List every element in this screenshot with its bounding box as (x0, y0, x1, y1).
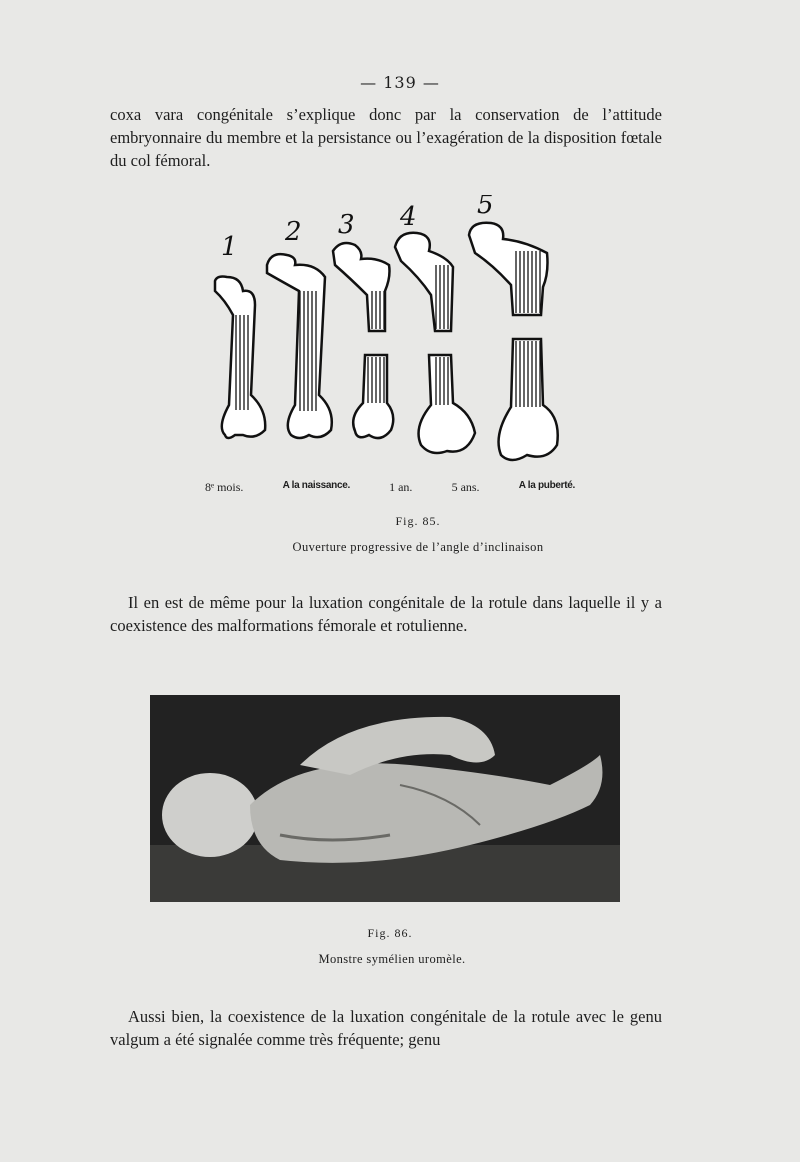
stage-label-5-ans: 5 ans. (451, 480, 480, 494)
femur-1-drawing (215, 277, 265, 439)
figure-86-photograph (150, 695, 620, 902)
stage-label-8-mois: 8ᵉ mois. (205, 480, 244, 494)
figure-85-caption: Ouverture progressive de l’angle d’inclinaison (292, 540, 544, 554)
figure-85-stage-labels (205, 480, 575, 495)
femur-3-drawing (333, 243, 393, 438)
figure-86-number: Fig. 86. (367, 926, 413, 940)
figure-85-number: Fig. 85. (395, 514, 441, 528)
figure-85-femur-drawings (195, 195, 575, 475)
paragraph-genu-valgum: Aussi bien, la coexistence de la luxation congénitale de la rotule avec le genu valgum a été signalée comme très fréquente; genu (110, 1007, 662, 1049)
femur-number-1: 1 (221, 232, 238, 262)
femur-5-drawing (469, 223, 558, 460)
femur-number-3: 3 (338, 210, 355, 240)
page-number: — 139 — (360, 73, 440, 92)
femur-number-2: 2 (285, 217, 302, 247)
femur-2-drawing (267, 254, 332, 438)
femur-number-5: 5 (477, 195, 494, 220)
femur-number-4: 4 (400, 202, 417, 232)
stage-label-puberte: A la puberté. (518, 480, 575, 491)
stage-label-1-an: 1 an. (389, 480, 413, 494)
femur-4-drawing (395, 233, 475, 453)
paragraph-coxa-vara: coxa vara congénitale s’explique donc par la conservation de l’attitude embryonnaire du membre et la persistance ou l’exagération de la disposition fœtale du col fémoral. (110, 105, 662, 170)
paragraph-luxation-rotule: Il en est de même pour la luxation congénitale de la rotule dans laquelle il y a coexistence des malformations fémorale et rotulienne. (110, 593, 662, 635)
stage-label-naissance: A la naissance. (282, 480, 350, 491)
figure-86-caption: Monstre symélien uromèle. (318, 952, 466, 966)
